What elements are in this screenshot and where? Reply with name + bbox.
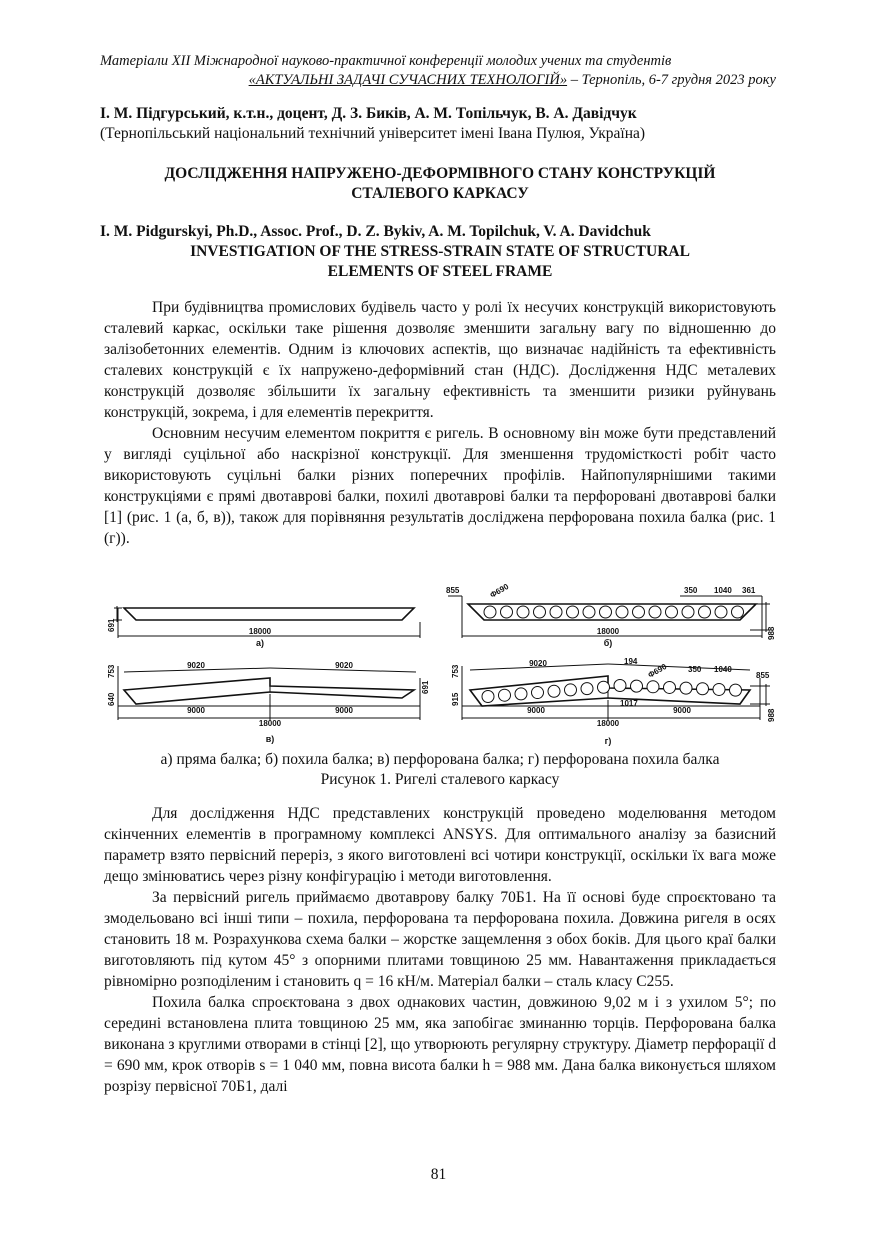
dim-361-b: 361: [742, 586, 756, 595]
beam-v-pitched: [118, 666, 420, 720]
perforation-hole: [666, 606, 678, 618]
dim-194-g: 194: [624, 657, 638, 666]
body-block-1: [104, 297, 776, 549]
header-line-2: [100, 71, 780, 90]
dim-988-b: 988: [767, 626, 776, 640]
label-b: б): [603, 638, 613, 648]
perforation-hole: [699, 606, 711, 618]
dim-855-b: 855: [446, 586, 460, 595]
dim-half-v-left: 9000: [187, 706, 205, 715]
figure-caption-legend: а) пряма балка; б) похила балка; в) перфорована балка; г) перфорована похила балка: [160, 751, 720, 768]
dim-half-v-right: 9000: [335, 706, 353, 715]
dim-phi690-b: Φ690: [488, 581, 511, 600]
perforation-hole: [600, 606, 612, 618]
dim-1040-g: 1040: [714, 665, 732, 674]
paragraph: Похила балка спроєктована з двох однакових частин, довжиною 9,02 м і з ухилом 5°; по середині встановлена плита товщиною 25 мм, яка запобігає зминанню торців. Перфорована балка виконана з круглими отворами в стінці [2], що утворюють регулярну структуру. Діаметр перфорації d = 690 мм, крок отворів s = 1 040 мм, повна висота балки h = 988 мм. Дана балка виконується шляхом розрізу первісної 70Б1, далі: [104, 994, 776, 1095]
dim-slope-v-right: 9020: [335, 661, 353, 670]
perforation-hole: [515, 688, 527, 700]
dim-855-g: 855: [756, 671, 770, 680]
title-ua-line-1: ДОСЛІДЖЕННЯ НАПРУЖЕНО-ДЕФОРМІВНОГО СТАНУ КОНСТРУКЦІЙ: [164, 165, 716, 182]
perforation-hole: [482, 691, 494, 703]
paragraph: При будівництва промислових будівель часто у ролі їх несучих конструкцій використовують сталевий каркас, оскільки таке рішення дозволяє зменшити загальну вагу по відношенню до залізобетонних елементів. Одним із ключових аспектів, що визначає надійність та ефективність сталевих конструкцій є їх напружено-деформівний стан (НДС). Дослідження НДС металевих конструкцій дозволяє збільшити їх загальну ефективність та зменшити ризики руйнувань конструкцій, зокрема, і для елементів перекриття.: [104, 299, 776, 421]
perforation-hole: [550, 606, 562, 618]
dim-phi690-g: Φ690: [646, 661, 669, 680]
perforation-hole: [715, 606, 727, 618]
perforation-hole: [567, 606, 579, 618]
dim-half-g-left: 9000: [527, 706, 545, 715]
dim-691-v: 691: [421, 680, 430, 694]
header-line-1: Матеріали XII Міжнародної науково-практичної конференції молодих учених та студентів: [100, 53, 672, 69]
perforation-hole: [631, 680, 643, 692]
title-en-line-2: ELEMENTS OF STEEL FRAME: [327, 263, 553, 280]
perforation-hole: [484, 606, 496, 618]
perforation-hole: [713, 683, 725, 695]
dim-slope-g: 9020: [529, 659, 547, 668]
body-block-2: [104, 803, 776, 1097]
dim-753-g: 753: [451, 664, 460, 678]
figure-caption-title: Рисунок 1. Ригелі сталевого каркасу: [320, 771, 560, 788]
header-conference-name: «АКТУАЛЬНІ ЗАДАЧІ СУЧАСНИХ ТЕХНОЛОГІЙ»: [248, 72, 568, 88]
perforation-hole: [647, 681, 659, 693]
header-place-date: – Тернопіль, 6-7 грудня 2023 року: [567, 72, 776, 88]
perforation-hole: [581, 683, 593, 695]
label-a: а): [255, 638, 265, 648]
perforation-hole: [548, 685, 560, 697]
dim-691-a: 691: [107, 618, 116, 632]
dim-span-v: 18000: [258, 719, 282, 728]
dim-slope-v-left: 9020: [187, 661, 205, 670]
perforation-hole: [649, 606, 661, 618]
perforation-hole: [633, 606, 645, 618]
title-en: [100, 242, 780, 282]
dim-915-g: 915: [451, 692, 460, 706]
dim-640-v: 640: [107, 692, 116, 706]
perforation-hole: [616, 606, 628, 618]
perforation-hole: [501, 606, 513, 618]
authors-ua: [100, 104, 780, 144]
label-v: в): [265, 734, 275, 744]
perforation-hole: [583, 606, 595, 618]
perforation-hole: [614, 679, 626, 691]
authors-ua-names: І. М. Підгурський, к.т.н., доцент, Д. З. Биків, А. М. Топільчук, В. А. Давідчук: [100, 105, 637, 122]
dim-753-v: 753: [107, 664, 116, 678]
label-g: г): [604, 736, 612, 746]
dim-span-b: 18000: [596, 627, 620, 636]
perforation-hole: [517, 606, 529, 618]
perforation-hole: [730, 684, 742, 696]
perforation-hole: [534, 606, 546, 618]
dim-350-g: 350: [688, 665, 702, 674]
dim-350-b: 350: [684, 586, 698, 595]
dim-1040-b: 1040: [714, 586, 732, 595]
authors-en: I. M. Pidgurskyi, Ph.D., Assoc. Prof., D. Z. Bykiv, A. M. Topilchuk, V. A. Davidchuk: [100, 223, 651, 240]
figure-1-beams: [107, 581, 776, 750]
dim-half-g-right: 9000: [673, 706, 691, 715]
dim-988-g: 988: [767, 708, 776, 722]
title-ua: [100, 164, 780, 204]
perforation-hole: [680, 682, 692, 694]
perforation-hole: [499, 689, 511, 701]
conference-header: [100, 52, 780, 90]
perforation-hole: [598, 681, 610, 693]
perforation-hole: [532, 687, 544, 699]
page-number: 81: [430, 1166, 447, 1183]
dim-1017-g: 1017: [620, 699, 638, 708]
perforation-hole: [732, 606, 744, 618]
paragraph: За первісний ригель приймаємо двотаврову балку 70Б1. На її основі буде спроєктовано та змодельовано всі інші типи – похила, перфорована та перфорована похила. Довжина ригеля в осях становить 18 м. Розрахункова схема балки – жорстке защемлення з обох боків. Для цього краї балки виготовляють під кутом 45° з опорними плитами товщиною 25 мм. Навантаження прикладається рівномірно розподіленим і становить q = 16 кН/м. Матеріал балки – сталь класу С255.: [104, 889, 776, 990]
title-ua-line-2: СТАЛЕВОГО КАРКАСУ: [351, 185, 529, 202]
perforation-hole: [565, 684, 577, 696]
dim-span-g: 18000: [596, 719, 620, 728]
paragraph: Основним несучим елементом покриття є ригель. В основному він може бути представлений у вигляді суцільної або наскрізної конструкції. Для зменшення трудомісткості робіт часто використовують суцільні балки різних поперечних профілів. Найпопулярнішими такими конструкціями є прямі двотаврові балки, похилі двотаврові балки та перфоровані двотаврові балки [1] (рис. 1 (а, б, в)), також для порівняння результатів досліджена перфорована похила балка (рис. 1 (г)).: [104, 425, 776, 547]
perforation-hole: [682, 606, 694, 618]
authors-ua-affiliation: (Тернопільський національний технічний університет імені Івана Пулюя, Україна): [100, 125, 646, 142]
perforation-hole: [697, 683, 709, 695]
perforation-hole: [664, 681, 676, 693]
dim-span-a: 18000: [248, 627, 272, 636]
paragraph: Для дослідження НДС представлених конструкцій проведено моделювання методом скінченних елементів в програмному комплексі ANSYS. Для оптимального аналізу за базисний параметр взято первісний переріз, з якого виготовлені всі чотири конструкції, оскільки їх вага може дещо змінюватись через різну конфігурацію і методи виготовлення.: [104, 805, 776, 885]
title-en-line-1: INVESTIGATION OF THE STRESS-STRAIN STATE OF STRUCTURAL: [190, 243, 690, 260]
